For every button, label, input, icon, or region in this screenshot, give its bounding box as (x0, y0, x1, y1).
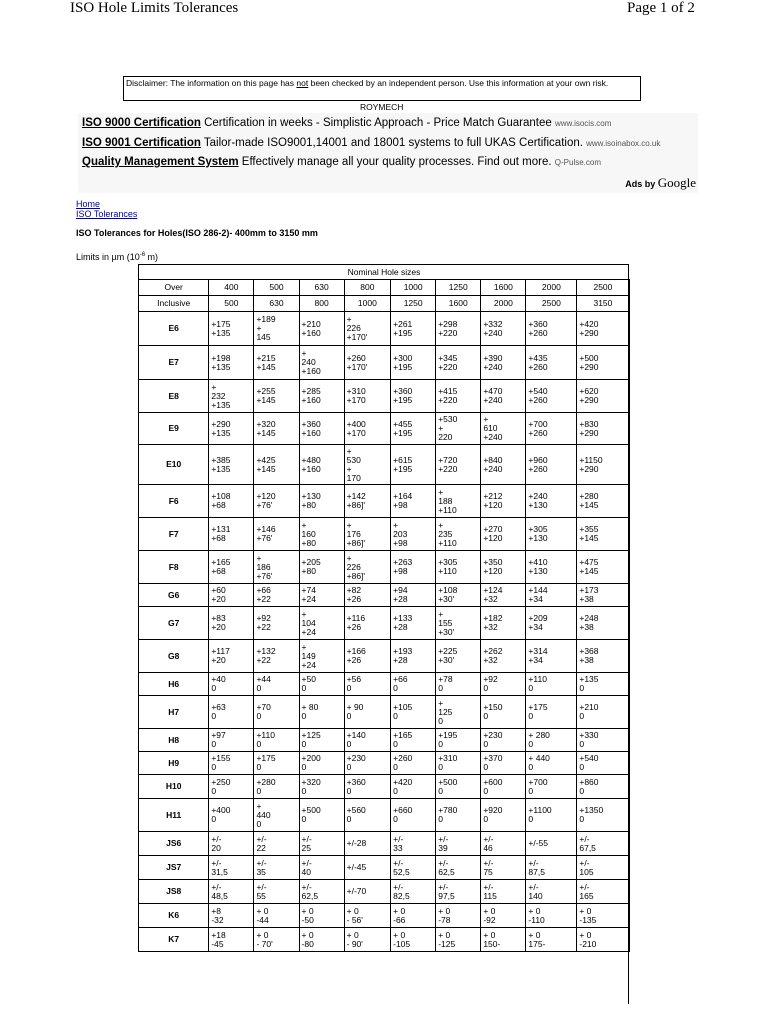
tolerance-cell: +470 +240 (481, 380, 526, 413)
tolerance-cell: + 0 -92 (481, 904, 526, 928)
tolerance-cell: +314 +34 (526, 640, 577, 673)
tolerance-cell: +370 0 (481, 752, 526, 775)
tolerance-cell: +155 0 (209, 752, 254, 775)
tolerance-cell: +140 0 (344, 729, 391, 752)
over-row (139, 280, 630, 296)
tolerance-cell: +175 +135 (209, 312, 254, 346)
tolerance-cell: +345 +220 (436, 346, 481, 380)
tolerance-class: G6 (139, 584, 209, 607)
tolerance-cell: +475 +145 (577, 551, 629, 584)
tolerance-cell: +385 +135 (209, 445, 254, 485)
tolerance-cell: + 610 +240 (481, 413, 526, 445)
tolerance-cell: + 104 +24 (299, 607, 344, 640)
tolerance-cell: +18 -45 (209, 928, 254, 952)
inclusive-size: 1250 (391, 296, 436, 312)
tolerance-class: H6 (139, 673, 209, 696)
table-row (139, 346, 630, 380)
tolerance-cell: +70 0 (254, 696, 299, 729)
tolerance-cell: + 0 -110 (526, 904, 577, 928)
tolerance-cell: +225 +30' (436, 640, 481, 673)
inclusive-row (139, 296, 630, 312)
tolerance-cell: +120 +76' (254, 485, 299, 518)
tolerance-cell: + 125 0 (436, 696, 481, 729)
tolerance-cell: +/- 97,5 (436, 880, 481, 904)
nominal-sizes-caption: Nominal Hole sizes (139, 265, 630, 280)
ad-url[interactable]: Q-Pulse.com (554, 158, 602, 167)
tolerance-cell: +720 +220 (436, 445, 481, 485)
tolerance-cell: +/-70 (344, 880, 391, 904)
tolerance-cell: +/- 165 (577, 880, 629, 904)
tolerance-cell: +92 0 (481, 673, 526, 696)
ad-title[interactable]: ISO 9001 Certification (82, 137, 201, 149)
tolerance-cell: +105 0 (391, 696, 436, 729)
tolerance-class: H11 (139, 799, 209, 832)
tolerance-cell: +205 +80 (299, 551, 344, 584)
tolerance-cell: +144 +34 (526, 584, 577, 607)
disclaimer-text: Disclaimer: The information on this page has (126, 78, 297, 88)
inclusive-size: 500 (209, 296, 254, 312)
table-row (139, 485, 630, 518)
tolerance-cell: +262 +32 (481, 640, 526, 673)
tolerance-cell: +66 0 (391, 673, 436, 696)
tolerance-cell: +/- 40 (299, 856, 344, 880)
tolerance-cell: +/- 75 (481, 856, 526, 880)
inclusive-size: 1000 (344, 296, 391, 312)
tolerance-cell: +83 +20 (209, 607, 254, 640)
tolerance-cell: +300 +195 (391, 346, 436, 380)
ad-text: Tailor-made ISO9001,14001 and 18001 systems to full UKAS Certification. (200, 137, 587, 149)
tolerance-cell: +82 +26 (344, 584, 391, 607)
site-name: ROYMECH (360, 102, 404, 112)
tolerance-cell: +530 + 220 (436, 413, 481, 445)
tolerance-cell: + 226 +170' (344, 312, 391, 346)
tolerance-cell: +540 0 (577, 752, 629, 775)
tolerance-cell: +/- 87,5 (526, 856, 577, 880)
tolerance-cell: +44 0 (254, 673, 299, 696)
tolerance-class: JS8 (139, 880, 209, 904)
limits-suffix: m) (145, 252, 159, 262)
tolerance-cell: +165 0 (391, 729, 436, 752)
tolerance-cell: +130 +80 (299, 485, 344, 518)
page-number: Page 1 of 2 (627, 0, 695, 16)
tolerance-cell: +840 +240 (481, 445, 526, 485)
tolerance-class: E9 (139, 413, 209, 445)
tolerance-cell: +210 +160 (299, 312, 344, 346)
disclaimer-text-end: been checked by an independent person. Use this information at your own risk. (308, 78, 609, 88)
tolerance-cell: +305 +110 (436, 551, 481, 584)
tolerance-cell: + 0 -135 (577, 904, 629, 928)
over-label: Over (139, 280, 209, 296)
tolerance-cell: +209 +34 (526, 607, 577, 640)
tolerance-cell: +230 0 (344, 752, 391, 775)
tolerance-cell: +1150 +290 (577, 445, 629, 485)
iso-tolerances-link[interactable]: ISO Tolerances (76, 209, 138, 219)
tolerance-cell: +195 0 (436, 729, 481, 752)
table-row (139, 729, 630, 752)
tolerance-cell: + 280 0 (526, 729, 577, 752)
home-link[interactable]: Home (76, 199, 101, 209)
tolerance-class: JS7 (139, 856, 209, 880)
tolerance-cell: + 203 +98 (391, 518, 436, 551)
caption-row (139, 265, 630, 280)
tolerance-cell: +230 0 (481, 729, 526, 752)
tolerance-cell: + 440 0 (526, 752, 577, 775)
tolerance-cell: +97 0 (209, 729, 254, 752)
tolerance-cell: + 90 0 (344, 696, 391, 729)
tolerance-cell: + 240 +160 (299, 346, 344, 380)
tolerance-cell: +182 +32 (481, 607, 526, 640)
table-row (139, 904, 630, 928)
tolerance-cell: +255 +145 (254, 380, 299, 413)
tolerance-cell: +290 +135 (209, 413, 254, 445)
tolerance-cell: +193 +28 (391, 640, 436, 673)
over-size: 1250 (436, 280, 481, 296)
tolerance-cell: + 0 -105 (391, 928, 436, 952)
table-row (139, 799, 630, 832)
tolerance-cell: +56 0 (344, 673, 391, 696)
tolerance-cell: +108 +68 (209, 485, 254, 518)
tolerance-cell: +92 +22 (254, 607, 299, 640)
tolerance-cell: +/- 67,5 (577, 832, 629, 856)
tolerance-cell: +260 +170' (344, 346, 391, 380)
tolerance-cell: +298 +220 (436, 312, 481, 346)
ad-url[interactable]: www.isocis.com (554, 119, 612, 128)
tolerance-cell: +/- 115 (481, 880, 526, 904)
tolerance-cell: +560 0 (344, 799, 391, 832)
tolerance-cell: +173 +38 (577, 584, 629, 607)
table-row (139, 673, 630, 696)
tolerance-cell: +1350 0 (577, 799, 629, 832)
tolerance-cell: +780 0 (436, 799, 481, 832)
table-row (139, 445, 630, 485)
tolerance-class: H7 (139, 696, 209, 729)
tolerance-class: F7 (139, 518, 209, 551)
table-row (139, 856, 630, 880)
tolerance-cell: + 440 0 (254, 799, 299, 832)
tolerance-cell: +620 +290 (577, 380, 629, 413)
tolerance-cell: +117 +20 (209, 640, 254, 673)
over-size: 2000 (526, 280, 577, 296)
table-row (139, 551, 630, 584)
tolerance-cell: +/- 52,5 (391, 856, 436, 880)
tolerance-cell: +263 +98 (391, 551, 436, 584)
tolerance-cell: +/- 39 (436, 832, 481, 856)
inclusive-size: 1600 (436, 296, 481, 312)
tolerance-cell: + 155 +30' (436, 607, 481, 640)
tolerance-cell: + 0 - 70' (254, 928, 299, 952)
tolerance-cell: +/- 33 (391, 832, 436, 856)
tolerance-cell: +150 0 (481, 696, 526, 729)
tolerance-class: E8 (139, 380, 209, 413)
tolerance-cell: + 0 175- (526, 928, 577, 952)
tolerance-cell: +74 +24 (299, 584, 344, 607)
tolerance-cell: +135 0 (577, 673, 629, 696)
tolerance-cell: +500 0 (436, 775, 481, 799)
inclusive-size: 2000 (481, 296, 526, 312)
tolerance-cell: +425 +145 (254, 445, 299, 485)
tolerance-cell: +700 +260 (526, 413, 577, 445)
over-size: 2500 (577, 280, 629, 296)
tolerance-cell: +/- 62,5 (436, 856, 481, 880)
tolerance-cell: +/- 35 (254, 856, 299, 880)
table-row (139, 928, 630, 952)
table-row (139, 752, 630, 775)
inclusive-size: 2500 (526, 296, 577, 312)
tolerance-cell: +146 +76' (254, 518, 299, 551)
tolerance-class: H8 (139, 729, 209, 752)
tolerance-cell: +/- 20 (209, 832, 254, 856)
over-size: 500 (254, 280, 299, 296)
tolerance-cell: +175 0 (254, 752, 299, 775)
inclusive-label: Inclusive (139, 296, 209, 312)
tolerance-cell: +124 +32 (481, 584, 526, 607)
tolerance-class: F6 (139, 485, 209, 518)
tolerance-cell: +285 +160 (299, 380, 344, 413)
tolerance-cell: +920 0 (481, 799, 526, 832)
tolerance-cell: +164 +98 (391, 485, 436, 518)
tolerance-cell: +500 0 (299, 799, 344, 832)
tolerance-cell: + 0 -210 (577, 928, 629, 952)
tolerance-cell: +40 0 (209, 673, 254, 696)
tolerance-cell: +360 +260 (526, 312, 577, 346)
tolerance-cell: + 80 0 (299, 696, 344, 729)
tolerance-cell: +/-55 (526, 832, 577, 856)
ad-iso9000[interactable] (82, 117, 611, 129)
tolerance-cell: +260 0 (391, 752, 436, 775)
tolerance-class: G7 (139, 607, 209, 640)
tolerance-cell: +/- 82,5 (391, 880, 436, 904)
tolerance-cell: +480 +160 (299, 445, 344, 485)
tolerance-cell: +/- 105 (577, 856, 629, 880)
tolerance-cell: +368 +38 (577, 640, 629, 673)
over-size: 1000 (391, 280, 436, 296)
tolerance-cell: +131 +68 (209, 518, 254, 551)
tolerance-cell: +63 0 (209, 696, 254, 729)
tolerance-cell: +860 0 (577, 775, 629, 799)
table-row (139, 584, 630, 607)
tolerance-class: K7 (139, 928, 209, 952)
ad-text: Certification in weeks - Simplistic Approach - Price Match Guarantee (200, 117, 555, 129)
tolerance-cell: +390 +240 (481, 346, 526, 380)
tolerance-cell: +415 +220 (436, 380, 481, 413)
tolerance-cell: + 0 -50 (299, 904, 344, 928)
tolerance-cell: +350 +120 (481, 551, 526, 584)
tolerance-cell: +50 0 (299, 673, 344, 696)
tolerance-cell: +/- 140 (526, 880, 577, 904)
limits-units (76, 252, 158, 262)
over-size: 1600 (481, 280, 526, 296)
ad-url[interactable]: www.isoinabox.co.uk (586, 139, 661, 148)
tolerance-cell: +660 0 (391, 799, 436, 832)
ad-qms[interactable] (82, 156, 601, 168)
tolerance-table (138, 264, 630, 952)
tolerance-class: H10 (139, 775, 209, 799)
table-row (139, 775, 630, 799)
tolerance-cell: + 160 +80 (299, 518, 344, 551)
tolerance-cell: + 149 +24 (299, 640, 344, 673)
tolerance-cell: + 188 +110 (436, 485, 481, 518)
tolerance-cell: +540 +260 (526, 380, 577, 413)
ads-by-google[interactable] (625, 175, 696, 191)
tolerance-cell: +270 +120 (481, 518, 526, 551)
tolerance-cell: +320 0 (299, 775, 344, 799)
tolerance-cell: +94 +28 (391, 584, 436, 607)
tolerance-class: E6 (139, 312, 209, 346)
tolerance-table-wrap (138, 264, 630, 952)
tolerance-cell: +175 0 (526, 696, 577, 729)
tolerance-cell: + 0 - 56' (344, 904, 391, 928)
tolerance-cell: +400 +170 (344, 413, 391, 445)
limits-exponent: -6 (139, 252, 146, 258)
tolerance-cell: +/- 55 (254, 880, 299, 904)
tolerance-cell: +/- 22 (254, 832, 299, 856)
tolerance-cell: +/-28 (344, 832, 391, 856)
tolerance-cell: + 0 -66 (391, 904, 436, 928)
tolerance-cell: +198 +135 (209, 346, 254, 380)
tolerance-cell: +600 0 (481, 775, 526, 799)
tolerance-cell: +60 +20 (209, 584, 254, 607)
inclusive-size: 3150 (577, 296, 629, 312)
tolerance-cell: +142 +86]' (344, 485, 391, 518)
tolerance-cell: +360 0 (344, 775, 391, 799)
tolerance-cell: +1100 0 (526, 799, 577, 832)
tolerance-cell: +200 0 (299, 752, 344, 775)
tolerance-cell: +410 +130 (526, 551, 577, 584)
tolerance-cell: +261 +195 (391, 312, 436, 346)
tolerance-cell: +280 0 (254, 775, 299, 799)
table-row (139, 312, 630, 346)
tolerance-cell: +250 0 (209, 775, 254, 799)
inclusive-size: 800 (299, 296, 344, 312)
tolerance-cell: + 0 -125 (436, 928, 481, 952)
tolerance-cell: +210 0 (577, 696, 629, 729)
tolerance-cell: +165 +68 (209, 551, 254, 584)
tolerance-cell: +305 +130 (526, 518, 577, 551)
tolerance-cell: +8 -32 (209, 904, 254, 928)
tolerance-class: K6 (139, 904, 209, 928)
tolerance-class: H9 (139, 752, 209, 775)
tolerance-cell: +189 + 145 (254, 312, 299, 346)
tolerance-cell: +310 0 (436, 752, 481, 775)
tolerance-cell: +/-45 (344, 856, 391, 880)
tolerance-cell: +320 +145 (254, 413, 299, 445)
tolerance-cell: + 0 -78 (436, 904, 481, 928)
tolerance-cell: +110 0 (254, 729, 299, 752)
tolerance-cell: +/- 48,5 (209, 880, 254, 904)
tolerance-cell: +110 0 (526, 673, 577, 696)
tolerance-cell: + 530 + 170 (344, 445, 391, 485)
tolerance-cell: + 226 +86]' (344, 551, 391, 584)
tolerance-cell: +/- 62,5 (299, 880, 344, 904)
tolerance-cell: +240 +130 (526, 485, 577, 518)
tolerance-cell: +116 +26 (344, 607, 391, 640)
ads-by-label: Ads by (625, 179, 658, 189)
tolerance-cell: +212 +120 (481, 485, 526, 518)
over-size: 800 (344, 280, 391, 296)
inclusive-size: 630 (254, 296, 299, 312)
tolerance-cell: +125 0 (299, 729, 344, 752)
tolerance-cell: +310 +170 (344, 380, 391, 413)
tolerance-cell: +355 +145 (577, 518, 629, 551)
table-row (139, 696, 630, 729)
tolerance-cell: +132 +22 (254, 640, 299, 673)
tolerance-cell: +/- 25 (299, 832, 344, 856)
ad-iso9001[interactable] (82, 137, 660, 149)
tolerance-cell: +455 +195 (391, 413, 436, 445)
over-size: 400 (209, 280, 254, 296)
tolerance-cell: +360 +160 (299, 413, 344, 445)
table-heading: ISO Tolerances for Holes(ISO 286-2)- 400mm to 3150 mm (76, 228, 318, 238)
table-row (139, 413, 630, 445)
ad-title[interactable]: Quality Management System (82, 156, 239, 168)
tolerance-cell: +66 +22 (254, 584, 299, 607)
tolerance-cell: +360 +195 (391, 380, 436, 413)
tolerance-cell: +420 0 (391, 775, 436, 799)
google-logo: Google (657, 175, 696, 190)
tolerance-cell: +700 0 (526, 775, 577, 799)
ad-title[interactable]: ISO 9000 Certification (82, 117, 201, 129)
table-row (139, 380, 630, 413)
tolerance-cell: +420 +290 (577, 312, 629, 346)
tolerance-cell: +/- 31,5 (209, 856, 254, 880)
tolerance-cell: +108 +30' (436, 584, 481, 607)
tolerance-cell: + 0 -80 (299, 928, 344, 952)
tolerance-cell: +500 +290 (577, 346, 629, 380)
table-row (139, 607, 630, 640)
tolerance-cell: +166 +26 (344, 640, 391, 673)
tolerance-cell: +133 +28 (391, 607, 436, 640)
table-row (139, 832, 630, 856)
tolerance-cell: + 235 +110 (436, 518, 481, 551)
tolerance-cell: + 176 +86]' (344, 518, 391, 551)
limits-prefix: Limits in µm (10 (76, 252, 140, 262)
tolerance-class: E7 (139, 346, 209, 380)
table-row (139, 640, 630, 673)
tolerance-cell: + 0 150- (481, 928, 526, 952)
tolerance-cell: +280 +145 (577, 485, 629, 518)
tolerance-cell: +/- 46 (481, 832, 526, 856)
tolerance-cell: + 186 +76' (254, 551, 299, 584)
tolerance-cell: +960 +260 (526, 445, 577, 485)
tolerance-cell: +215 +145 (254, 346, 299, 380)
table-row (139, 880, 630, 904)
tolerance-class: G8 (139, 640, 209, 673)
ads-block (78, 113, 698, 193)
tolerance-cell: + 232 +135 (209, 380, 254, 413)
disclaimer-not: not (296, 78, 309, 88)
document-title: ISO Hole Limits Tolerances (70, 0, 239, 16)
tolerance-cell: + 0 -44 (254, 904, 299, 928)
tolerance-cell: +615 +195 (391, 445, 436, 485)
over-size: 630 (299, 280, 344, 296)
tolerance-class: E10 (139, 445, 209, 485)
tolerance-cell: +330 0 (577, 729, 629, 752)
tolerance-class: JS6 (139, 832, 209, 856)
tolerance-cell: +400 0 (209, 799, 254, 832)
tolerance-cell: + 0 - 90' (344, 928, 391, 952)
tolerance-cell: +830 +290 (577, 413, 629, 445)
tolerance-cell: +78 0 (436, 673, 481, 696)
tolerance-cell: +435 +260 (526, 346, 577, 380)
tolerance-cell: +248 +38 (577, 607, 629, 640)
table-row (139, 518, 630, 551)
disclaimer-box (123, 76, 641, 101)
tolerance-class: F8 (139, 551, 209, 584)
ad-text: Effectively manage all your quality processes. Find out more. (238, 156, 555, 168)
tolerance-cell: +332 +240 (481, 312, 526, 346)
